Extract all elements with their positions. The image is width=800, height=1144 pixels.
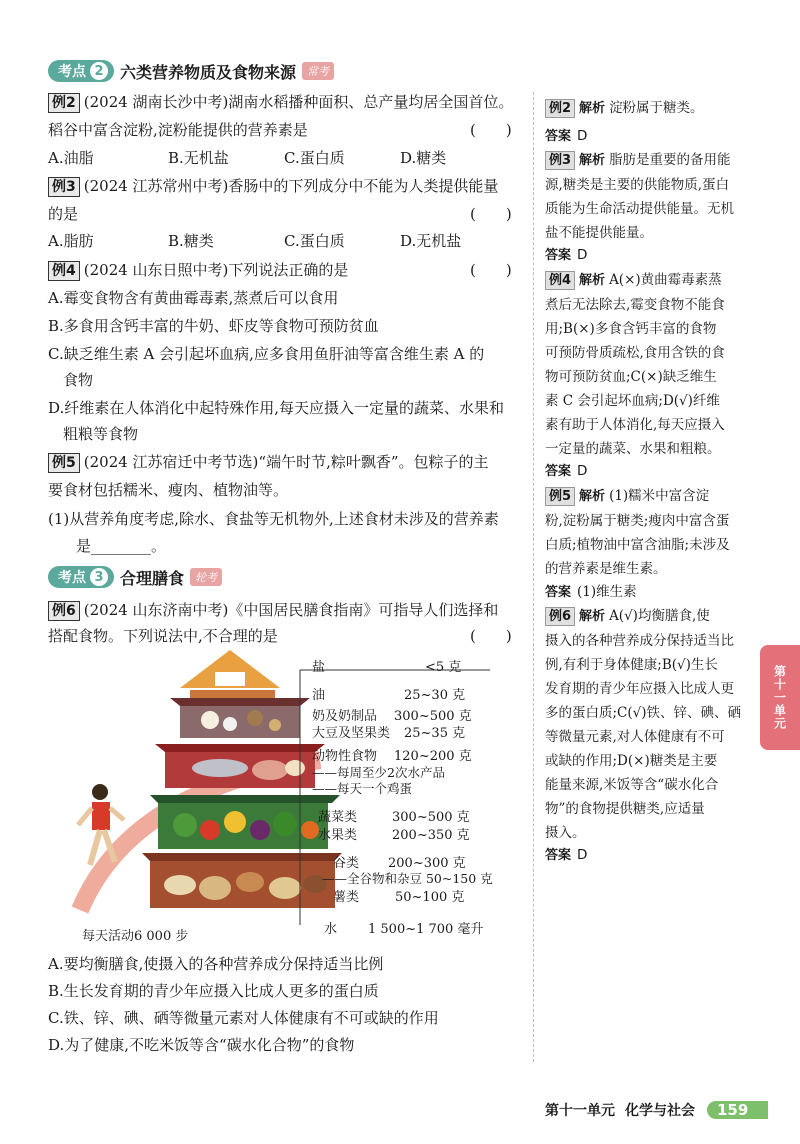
pyramid-fruit-value: 200~350 克 (392, 828, 470, 843)
pyramid-salt-value: <5 克 (425, 660, 462, 675)
unit-side-tab[interactable]: 第十一单元 (760, 645, 800, 750)
option-d-cont: 粗粮等食物 (48, 425, 139, 443)
option-c: C.蛋白质 (284, 232, 345, 250)
footer-title: 化学与社会 (625, 1103, 695, 1119)
option-c: C.铁、锌、碘、硒等微量元素对人体健康有不可或缺的作用 (48, 1009, 439, 1027)
question-5-line-2: 要食材包括糯米、瘦肉、植物油等。 (48, 481, 289, 499)
question-6-line-1: 例6 (2024 山东济南中考)《中国居民膳食指南》可指导人们选择和 (48, 596, 498, 624)
option-a: A.要均衡膳食,使摄入的各种营养成分保持适当比例 (48, 955, 384, 973)
question-3-line-1: 例3 (2024 江苏常州中考)香肠中的下列成分中不能为人类提供能量 (48, 172, 498, 200)
option-d: D.糖类 (400, 149, 447, 167)
pyramid-salt: 盐 (312, 660, 326, 675)
answer-paren: ( ) (470, 627, 512, 645)
pyramid-animal: 动物性食物 (312, 749, 378, 764)
option-b: B.多食用含钙丰富的牛奶、虾皮等食物可预防贫血 (48, 317, 379, 335)
option-d: D.无机盐 (400, 232, 462, 250)
answer-4-explanation: 例4 解析 A(×)黄曲霉毒素蒸 煮后无法除去,霉变食物不能食 用;B(×)多食含钙丰富的食物 可预防骨质疏松,食用含铁的食 物可预防贫血;C(×)缺乏维生 素 C 会引起坏血病;D(√)纤维 素有助于人体消化,每天应摄入 一定量的蔬菜、水果和粗粮。 (545, 272, 725, 457)
pyramid-fruit: 水果类 (318, 828, 358, 843)
answer-4-key: 答案 D (545, 463, 588, 479)
question-6-line-2: 搭配食物。下列说法中,不合理的是 (48, 627, 278, 645)
question-2-line-1: 例2 (2024 湖南长沙中考)湖南水稻播种面积、总产量均居全国首位。 (48, 88, 513, 116)
page-footer (545, 1098, 768, 1122)
option-d: D.为了健康,不吃米饭等含“碳水化合物”的食物 (48, 1036, 355, 1054)
answer-3-explanation: 例3 解析 脂肪是重要的备用能 源,糖类是主要的供能物质,蛋白 质能为生命活动提供能量。无机 盐不能提供能量。 (545, 152, 734, 241)
pyramid-veg-value: 300~500 克 (392, 810, 470, 825)
answer-paren: ( ) (470, 205, 512, 223)
section-badge: 考点 3 (48, 566, 114, 588)
pyramid-veg: 蔬菜类 (318, 810, 358, 825)
pyramid-tuber: 薯类 (333, 890, 360, 905)
answer-5-key: 答案 (1)维生素 (545, 584, 637, 600)
pyramid-egg: ——每天一个鸡蛋 (312, 781, 413, 796)
question-5-blank: 是________。 (76, 537, 167, 555)
option-a: A.脂肪 (48, 232, 94, 250)
pyramid-grain: 谷类 (333, 856, 360, 871)
pyramid-aqua: ——每周至少2次水产品 (312, 765, 445, 780)
answer-2-key: 答案 D (545, 128, 588, 144)
option-a: A.霉变食物含有黄曲霉毒素,蒸煮后可以食用 (48, 289, 339, 307)
footer-unit: 第十一单元 (545, 1103, 615, 1119)
pyramid-water-value: 1 500~1 700 毫升 (368, 922, 484, 937)
section-header-2 (48, 60, 334, 82)
question-3-line-2: 的是 (48, 205, 79, 223)
question-5-sub-1: (1)从营养角度考虑,除水、食盐等无机物外,上述食材未涉及的营养素 (48, 510, 499, 528)
question-4-line-1: 例4 (2024 山东日照中考)下列说法正确的是 (48, 256, 348, 284)
pyramid-oil: 油 (312, 688, 326, 703)
answer-2-explanation: 例2 解析 淀粉属于糖类。 (545, 96, 760, 121)
section-tag: 轮考 (190, 568, 222, 586)
section-badge: 考点 2 (48, 60, 114, 82)
option-c: C.蛋白质 (284, 149, 345, 167)
pyramid-soy-value: 25~35 克 (404, 726, 466, 741)
option-b: B.无机盐 (168, 149, 229, 167)
section-title: 六类营养物质及食物来源 (120, 62, 297, 82)
page-number: 159 (707, 1101, 768, 1119)
question-2-line-2: 稻谷中富含淀粉,淀粉能提供的营养素是 (48, 121, 308, 139)
section-tag: 常考 (302, 62, 334, 80)
option-b: B.糖类 (168, 232, 214, 250)
pyramid-soy: 大豆及坚果类 (312, 726, 391, 741)
question-5-line-1: 例5 (2024 江苏宿迁中考节选)“端午时节,粽叶飘香”。包粽子的主 (48, 448, 489, 476)
pyramid-animal-value: 120~200 克 (394, 749, 472, 764)
pyramid-dairy: 奶及奶制品 (312, 709, 378, 724)
pyramid-grain-value: 200~300 克 (388, 856, 466, 871)
answer-5-explanation: 例5 解析 (1)糯米中富含淀 粉,淀粉属于糖类;瘦肉中富含蛋 白质;植物油中富含油脂;未涉及 的营养素是维生素。 (545, 488, 730, 577)
pyramid-oil-value: 25~30 克 (404, 688, 466, 703)
answer-paren: ( ) (470, 121, 512, 139)
answer-3-key: 答案 D (545, 247, 588, 263)
pyramid-dairy-value: 300~500 克 (394, 709, 472, 724)
option-c-cont: 食物 (48, 371, 94, 389)
pyramid-activity: 每天活动6 000 步 (82, 929, 189, 944)
section-title: 合理膳食 (120, 568, 185, 588)
pyramid-tuber-value: 50~100 克 (395, 890, 465, 905)
option-c: C.缺乏维生素 A 会引起坏血病,应多食用鱼肝油等富含维生素 A 的 (48, 345, 485, 363)
option-a: A.油脂 (48, 149, 94, 167)
pyramid-water: 水 (324, 922, 338, 937)
section-header-3 (48, 566, 222, 588)
column-divider (533, 92, 534, 1062)
option-b: B.生长发育期的青少年应摄入比成人更多的蛋白质 (48, 982, 379, 1000)
answer-paren: ( ) (470, 261, 512, 279)
option-d: D.纤维素在人体消化中起特殊作用,每天应摄入一定量的蔬菜、水果和 (48, 399, 505, 417)
pyramid-whole: ——全谷物和杂豆 50~150 克 (322, 871, 493, 886)
answer-6-explanation: 例6 解析 A(√)均衡膳食,使 摄入的各种营养成分保持适当比 例,有利于身体健康;B(√)生长 发育期的青少年应摄入比成人更 多的蛋白质;C(√)铁、锌、碘、硒 等微量元素,对人体健康有不可 或缺的作用;D(×)糖类是主要 能量来源,米饭等含“碳水化合 物”的食物提供糖类,应适量 摄入。 (545, 608, 742, 841)
answer-6-key: 答案 D (545, 847, 588, 863)
